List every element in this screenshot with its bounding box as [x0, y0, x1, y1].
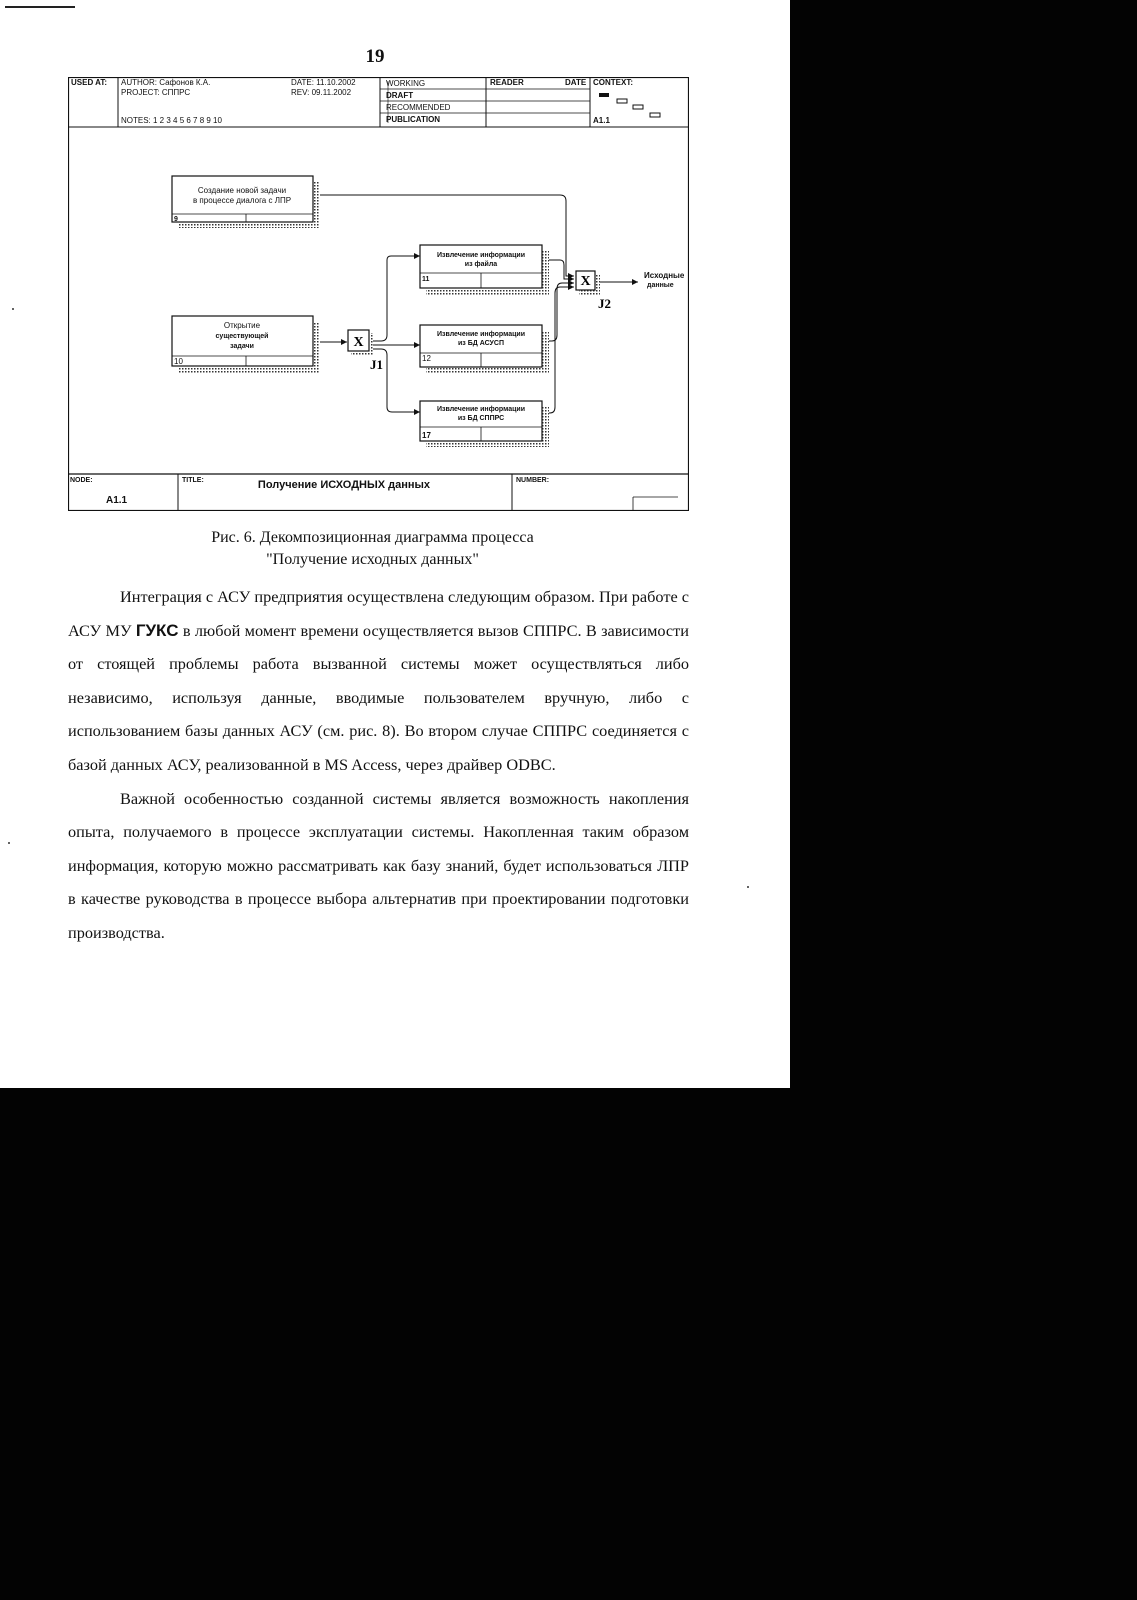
- status-recommended: RECOMMENDED: [386, 103, 451, 112]
- reader-label: READER: [490, 78, 524, 87]
- scan-speck: [12, 308, 14, 310]
- scan-speck: [747, 886, 749, 888]
- figure-caption: [60, 527, 685, 571]
- activity-box-create-task: [172, 176, 320, 228]
- box-10-line3: задачи: [230, 343, 254, 350]
- title-label: TITLE:: [182, 477, 204, 484]
- project-text: PROJECT: СППРС: [121, 88, 191, 97]
- body-text: [68, 580, 689, 950]
- box-12-line1: Извлечение информации: [436, 331, 526, 338]
- box-12-number: 12: [422, 354, 431, 363]
- scan-artifact-line: [5, 6, 75, 8]
- box-9-line1: Создание новой задачи: [197, 186, 287, 195]
- box-10-line1: Открытие: [223, 321, 261, 330]
- box-10-line2: существующей: [215, 333, 269, 340]
- box-17-line2: из БД СППРС: [457, 415, 505, 422]
- activity-box-extract-file: [420, 245, 549, 295]
- author-text: AUTHOR: Сафонов К.А.: [121, 78, 211, 87]
- notes-text: NOTES: 1 2 3 4 5 6 7 8 9 10: [121, 116, 222, 125]
- scan-speck: [8, 842, 10, 844]
- box-9-number: 9: [174, 216, 178, 223]
- idef0-diagram: [68, 77, 689, 511]
- box-11-line2: из файла: [464, 261, 498, 268]
- box-12-line2: из БД АСУСП: [458, 340, 504, 347]
- output-label-line1: Исходные: [644, 271, 685, 280]
- box-17-line1: Извлечение информации: [436, 406, 526, 413]
- status-working: WORKING: [386, 79, 426, 88]
- title-value: Получение ИСХОДНЫХ данных: [257, 479, 431, 491]
- used-at-label: USED AT:: [71, 78, 107, 87]
- paragraph1-part2: в любой момент времени осуществляется вызов СППРС. В зависимости от стоящей проблемы работа вызванной системы может осуществляться либо независимо, используя данные, вводимые пользователем вручную, либо с использованием базы данных АСУ (см. рис. 8). Во втором случае СППРС соединяется с базой данных АСУ, реализованной в MS Access, через драйвер ODBC.: [68, 620, 689, 774]
- paragraph-integration: [68, 580, 689, 782]
- junction-j2-symbol: X: [580, 274, 591, 289]
- activity-box-extract-asusp: [420, 325, 549, 374]
- activity-box-extract-spprs: [420, 401, 549, 447]
- node-label: NODE:: [70, 477, 93, 484]
- caption-line2: "Получение исходных данных": [266, 551, 479, 568]
- paragraph1-bold: ГУКС: [135, 620, 179, 640]
- output-label-line2: данные: [647, 282, 674, 289]
- date-column-label: DATE: [565, 78, 587, 87]
- number-label: NUMBER:: [516, 477, 550, 484]
- scan-black-margin-bottom: [0, 1088, 1137, 1600]
- paragraph-experience: Важной особенностью созданной системы является возможность накопления опыта, получаемого в процессе эксплуатации системы. Накопленная таким образом информация, которую можно рассматривать как базу знаний, будет использоваться ЛПР в качестве руководства в процессе выбора альтернатив при проектировании подготовки производства.: [68, 788, 689, 942]
- status-publication: PUBLICATION: [386, 115, 441, 124]
- rev-text: REV: 09.11.2002: [291, 88, 352, 97]
- box-9-line2: в процессе диалога с ЛПР: [192, 196, 292, 205]
- activity-box-open-task: [172, 316, 320, 373]
- paragraph1-part1: Интеграция с АСУ предприятия осуществлена следующим образом. При работе с АСУ МУ: [68, 587, 689, 640]
- status-draft: DRAFT: [386, 91, 414, 100]
- junction-j1-symbol: X: [353, 335, 364, 350]
- node-value: A1.1: [106, 495, 128, 506]
- box-11-number: 11: [422, 276, 430, 283]
- context-label: CONTEXT:: [593, 78, 633, 87]
- date-text: DATE: 11.10.2002: [291, 78, 356, 87]
- page-number: 19: [365, 46, 385, 67]
- box-17-number: 17: [422, 431, 431, 440]
- junction-j1-label: J1: [370, 357, 383, 372]
- box-11-line1: Извлечение информации: [436, 252, 526, 259]
- junction-j2-label: J2: [598, 296, 611, 311]
- caption-line1: Рис. 6. Декомпозиционная диаграмма процесса: [211, 529, 534, 546]
- context-node: A1.1: [593, 116, 610, 125]
- box-10-number: 10: [174, 357, 183, 366]
